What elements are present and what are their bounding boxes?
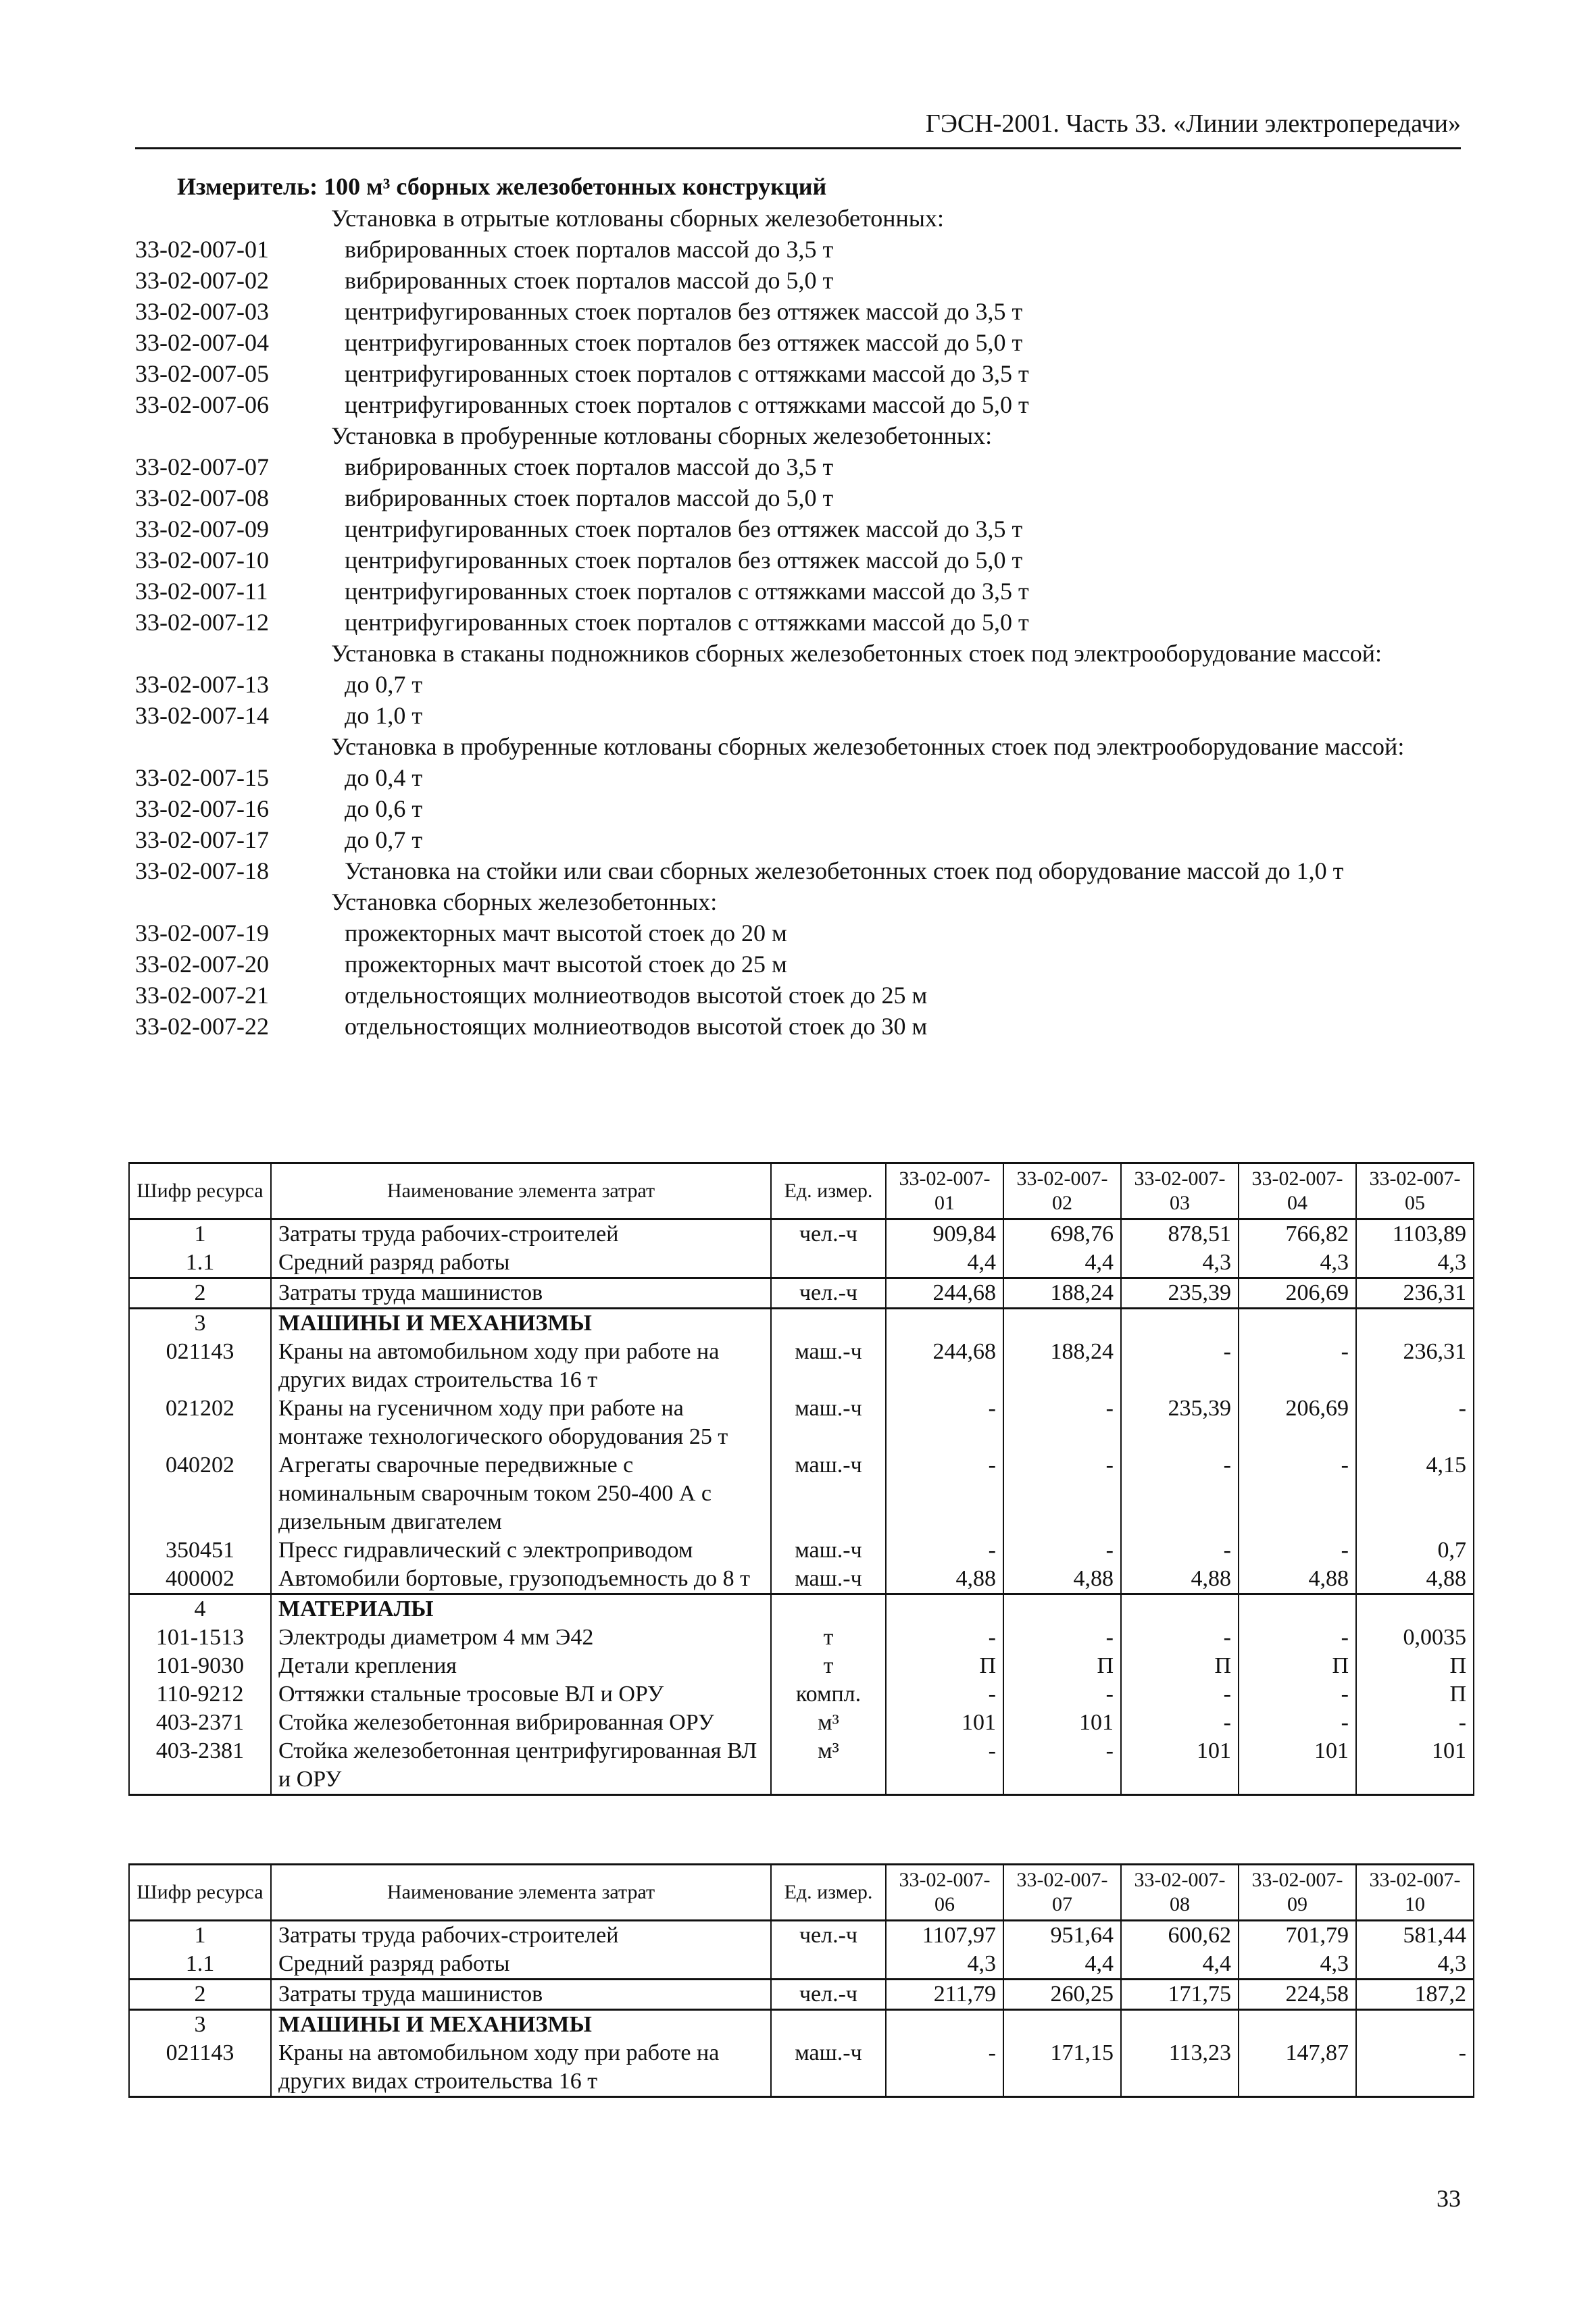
code-line <box>135 949 1480 980</box>
value-cell: - <box>1003 1451 1121 1536</box>
value-cell: 113,23 <box>1121 2039 1239 2097</box>
unit-cell <box>771 2010 886 2040</box>
code-line <box>135 482 1480 513</box>
unit-cell: т <box>771 1624 886 1652</box>
value-cell <box>1003 1594 1121 1624</box>
value-cell: П <box>1356 1680 1474 1709</box>
code-description: Установка сборных железобетонных: <box>331 888 718 915</box>
cost-element-cell: Агрегаты сварочные передвижные с номинальным сварочным током 250-400 А с дизельным двигателем <box>271 1451 771 1536</box>
code-number: 33-02-007-05 <box>135 360 269 387</box>
table-row <box>129 1249 1474 1278</box>
value-cell: 4,3 <box>1121 1249 1239 1278</box>
unit-cell: маш.-ч <box>771 1338 886 1394</box>
cost-element-cell: МАШИНЫ И МЕХАНИЗМЫ <box>271 1309 771 1338</box>
code-number: 33-02-007-16 <box>135 795 269 822</box>
unit-cell <box>771 1249 886 1278</box>
code-line <box>135 327 1480 358</box>
column-header: Шифр ресурса <box>129 1163 271 1219</box>
value-cell: 4,4 <box>886 1249 1003 1278</box>
resource-code-cell: 1.1 <box>129 1249 271 1278</box>
code-number <box>135 420 331 451</box>
value-cell: 235,39 <box>1121 1394 1239 1451</box>
table-row <box>129 1309 1474 1338</box>
code-number <box>135 731 331 762</box>
code-line <box>135 296 1480 327</box>
value-cell: П <box>1003 1652 1121 1680</box>
code-description: центрифугированных стоек порталов без оттяжек массой до 5,0 т <box>345 329 1023 356</box>
code-line <box>135 980 1480 1011</box>
value-cell: - <box>886 1394 1003 1451</box>
value-cell: 235,39 <box>1121 1278 1239 1309</box>
code-number: 33-02-007-01 <box>135 236 269 263</box>
column-header: 33-02-007-05 <box>1356 1163 1474 1219</box>
code-line <box>135 731 1480 762</box>
value-cell: - <box>886 1680 1003 1709</box>
value-cell <box>1003 2010 1121 2040</box>
value-cell: - <box>1239 1624 1356 1652</box>
value-cell: 600,62 <box>1121 1921 1239 1951</box>
unit-cell: маш.-ч <box>771 2039 886 2097</box>
code-description: центрифугированных стоек порталов с оттяжками массой до 5,0 т <box>345 609 1029 636</box>
value-cell: 909,84 <box>886 1219 1003 1249</box>
value-cell: 101 <box>1003 1709 1121 1737</box>
table-row <box>129 1709 1474 1737</box>
resource-code-cell: 110-9212 <box>129 1680 271 1709</box>
table-row <box>129 1737 1474 1795</box>
resource-code-cell: 4 <box>129 1594 271 1624</box>
code-number: 33-02-007-10 <box>135 547 269 574</box>
column-header: 33-02-007-09 <box>1239 1865 1356 1921</box>
value-cell: - <box>1121 1680 1239 1709</box>
code-line <box>135 669 1480 700</box>
value-cell: 766,82 <box>1239 1219 1356 1249</box>
code-number: 33-02-007-02 <box>135 267 269 294</box>
value-cell: - <box>1239 1680 1356 1709</box>
resource-code-cell: 101-9030 <box>129 1652 271 1680</box>
resource-code-cell: 1.1 <box>129 1950 271 1980</box>
value-cell: 4,3 <box>886 1950 1003 1980</box>
value-cell: - <box>886 1451 1003 1536</box>
unit-cell: компл. <box>771 1680 886 1709</box>
value-cell: 171,75 <box>1121 1980 1239 2010</box>
value-cell: - <box>1003 1536 1121 1565</box>
cost-element-cell: Средний разряд работы <box>271 1249 771 1278</box>
unit-cell: маш.-ч <box>771 1565 886 1594</box>
table-header-row <box>129 1163 1474 1219</box>
table-row <box>129 2010 1474 2040</box>
resource-code-cell: 1 <box>129 1921 271 1951</box>
value-cell: - <box>1239 1709 1356 1737</box>
running-header: ГЭСН-2001. Часть 33. «Линии электропередачи» <box>925 109 1461 138</box>
header-rule <box>135 147 1461 149</box>
code-line <box>135 607 1480 638</box>
column-header: 33-02-007-03 <box>1121 1163 1239 1219</box>
value-cell: 171,15 <box>1003 2039 1121 2097</box>
code-description: вибрированных стоек порталов массой до 5,0 т <box>345 484 834 511</box>
code-number: 33-02-007-21 <box>135 982 269 1009</box>
code-number: 33-02-007-20 <box>135 951 269 978</box>
code-line <box>135 420 1480 451</box>
value-cell: - <box>886 1536 1003 1565</box>
cost-element-cell: Пресс гидравлический с электроприводом <box>271 1536 771 1565</box>
column-header: 33-02-007-08 <box>1121 1865 1239 1921</box>
code-description: Установка в пробуренные котлованы сборных железобетонных стоек под электрооборудование массой: <box>331 733 1405 760</box>
cost-element-cell: Краны на автомобильном ходу при работе на других видах строительства 16 т <box>271 1338 771 1394</box>
value-cell: 244,68 <box>886 1338 1003 1394</box>
resource-code-cell: 2 <box>129 1980 271 2010</box>
unit-cell <box>771 1950 886 1980</box>
value-cell: 4,3 <box>1356 1249 1474 1278</box>
table-row <box>129 2039 1474 2097</box>
resource-code-cell: 350451 <box>129 1536 271 1565</box>
code-number: 33-02-007-15 <box>135 764 269 791</box>
code-description: Установка в отрытые котлованы сборных железобетонных: <box>331 205 944 232</box>
code-description: центрифугированных стоек порталов с оттяжками массой до 3,5 т <box>345 360 1029 387</box>
resource-code-cell: 040202 <box>129 1451 271 1536</box>
cost-element-cell: Затраты труда рабочих-строителей <box>271 1219 771 1249</box>
column-header: 33-02-007-06 <box>886 1865 1003 1921</box>
value-cell: 4,15 <box>1356 1451 1474 1536</box>
value-cell <box>886 1594 1003 1624</box>
value-cell: 188,24 <box>1003 1338 1121 1394</box>
value-cell: - <box>1121 1709 1239 1737</box>
value-cell: 4,3 <box>1239 1249 1356 1278</box>
code-number: 33-02-007-22 <box>135 1013 269 1040</box>
column-header: 33-02-007-02 <box>1003 1163 1121 1219</box>
code-number: 33-02-007-08 <box>135 484 269 511</box>
value-cell: - <box>1003 1624 1121 1652</box>
value-cell: 4,88 <box>1003 1565 1121 1594</box>
value-cell: - <box>886 2039 1003 2097</box>
column-header: Шифр ресурса <box>129 1865 271 1921</box>
value-cell: - <box>1121 1536 1239 1565</box>
unit-cell: м³ <box>771 1737 886 1795</box>
table-row <box>129 1536 1474 1565</box>
value-cell: - <box>1356 1709 1474 1737</box>
resource-code-cell: 1 <box>129 1219 271 1249</box>
value-cell: 4,3 <box>1239 1950 1356 1980</box>
value-cell: 4,88 <box>1356 1565 1474 1594</box>
unit-cell <box>771 1594 886 1624</box>
table-header-row <box>129 1865 1474 1921</box>
code-description: центрифугированных стоек порталов без оттяжек массой до 3,5 т <box>345 515 1023 543</box>
code-line <box>135 917 1480 949</box>
value-cell: - <box>1003 1394 1121 1451</box>
cost-element-cell: Автомобили бортовые, грузоподъемность до 8 т <box>271 1565 771 1594</box>
cost-element-cell: Затраты труда рабочих-строителей <box>271 1921 771 1951</box>
value-cell: - <box>1121 1451 1239 1536</box>
code-list <box>135 203 1480 1042</box>
code-number: 33-02-007-06 <box>135 391 269 418</box>
cost-element-cell: Краны на автомобильном ходу при работе на других видах строительства 16 т <box>271 2039 771 2097</box>
value-cell <box>1121 1309 1239 1338</box>
column-header: Наименование элемента затрат <box>271 1163 771 1219</box>
code-line <box>135 451 1480 482</box>
column-header: 33-02-007-10 <box>1356 1865 1474 1921</box>
value-cell: 206,69 <box>1239 1394 1356 1451</box>
measure-unit: Измеритель: 100 м³ сборных железобетонных конструкций <box>177 173 827 200</box>
code-description: Установка в стаканы подножников сборных железобетонных стоек под электрооборудование массой: <box>331 640 1382 667</box>
code-number: 33-02-007-09 <box>135 515 269 543</box>
code-number <box>135 638 331 669</box>
code-description: отдельностоящих молниеотводов высотой стоек до 30 м <box>345 1013 928 1040</box>
column-header: Наименование элемента затрат <box>271 1865 771 1921</box>
unit-cell: чел.-ч <box>771 1278 886 1309</box>
resource-code-cell: 3 <box>129 2010 271 2040</box>
code-line <box>135 203 1480 234</box>
code-line <box>135 576 1480 607</box>
value-cell <box>1356 1594 1474 1624</box>
table-row <box>129 1921 1474 1951</box>
code-description: центрифугированных стоек порталов с оттяжками массой до 5,0 т <box>345 391 1029 418</box>
code-line <box>135 513 1480 545</box>
value-cell: П <box>1239 1652 1356 1680</box>
table-row <box>129 1219 1474 1249</box>
code-description: центрифугированных стоек порталов без оттяжек массой до 5,0 т <box>345 547 1023 574</box>
unit-cell: маш.-ч <box>771 1394 886 1451</box>
value-cell: 4,4 <box>1003 1950 1121 1980</box>
code-description: вибрированных стоек порталов массой до 3,5 т <box>345 236 834 263</box>
column-header: 33-02-007-07 <box>1003 1865 1121 1921</box>
column-header: Ед. измер. <box>771 1865 886 1921</box>
value-cell <box>1121 1594 1239 1624</box>
value-cell <box>1356 1309 1474 1338</box>
resource-code-cell: 2 <box>129 1278 271 1309</box>
cost-element-cell: Затраты труда машинистов <box>271 1980 771 2010</box>
unit-cell: маш.-ч <box>771 1451 886 1536</box>
code-number: 33-02-007-07 <box>135 453 269 480</box>
unit-cell: т <box>771 1652 886 1680</box>
cost-element-cell: Краны на гусеничном ходу при работе на монтаже технологического оборудования 25 т <box>271 1394 771 1451</box>
table-row <box>129 1278 1474 1309</box>
value-cell: 224,58 <box>1239 1980 1356 2010</box>
code-number: 33-02-007-14 <box>135 702 269 729</box>
code-description: до 0,7 т <box>345 671 423 698</box>
unit-cell: м³ <box>771 1709 886 1737</box>
page-number: 33 <box>1437 2185 1461 2212</box>
value-cell: 101 <box>886 1709 1003 1737</box>
resource-code-cell: 403-2371 <box>129 1709 271 1737</box>
code-number: 33-02-007-11 <box>135 578 268 605</box>
code-line <box>135 762 1480 793</box>
code-line <box>135 824 1480 855</box>
resource-code-cell: 400002 <box>129 1565 271 1594</box>
value-cell: - <box>1003 1737 1121 1795</box>
column-header: 33-02-007-01 <box>886 1163 1003 1219</box>
cost-element-cell: МАТЕРИАЛЫ <box>271 1594 771 1624</box>
value-cell: - <box>1356 1394 1474 1451</box>
value-cell: 4,4 <box>1003 1249 1121 1278</box>
value-cell: 4,88 <box>1121 1565 1239 1594</box>
value-cell: - <box>1239 1536 1356 1565</box>
value-cell: 236,31 <box>1356 1278 1474 1309</box>
code-description: отдельностоящих молниеотводов высотой стоек до 25 м <box>345 982 928 1009</box>
code-number: 33-02-007-17 <box>135 826 269 853</box>
cost-element-cell: Затраты труда машинистов <box>271 1278 771 1309</box>
value-cell: 4,3 <box>1356 1950 1474 1980</box>
cost-element-cell: Средний разряд работы <box>271 1950 771 1980</box>
value-cell <box>886 1309 1003 1338</box>
code-number: 33-02-007-13 <box>135 671 269 698</box>
code-description: до 0,7 т <box>345 826 423 853</box>
value-cell: - <box>1121 1624 1239 1652</box>
resource-code-cell: 3 <box>129 1309 271 1338</box>
cost-element-cell: МАШИНЫ И МЕХАНИЗМЫ <box>271 2010 771 2040</box>
cost-element-cell: Оттяжки стальные тросовые ВЛ и ОРУ <box>271 1680 771 1709</box>
value-cell: - <box>1239 1338 1356 1394</box>
resource-code-cell: 021202 <box>129 1394 271 1451</box>
resource-table-2 <box>128 1863 1474 2098</box>
value-cell: - <box>1356 2039 1474 2097</box>
value-cell: 244,68 <box>886 1278 1003 1309</box>
unit-cell: маш.-ч <box>771 1536 886 1565</box>
value-cell: 701,79 <box>1239 1921 1356 1951</box>
code-line <box>135 545 1480 576</box>
code-number <box>135 886 331 917</box>
value-cell: 211,79 <box>886 1980 1003 2010</box>
value-cell: 1103,89 <box>1356 1219 1474 1249</box>
value-cell <box>1121 2010 1239 2040</box>
code-line <box>135 234 1480 265</box>
value-cell: - <box>1121 1338 1239 1394</box>
value-cell: 951,64 <box>1003 1921 1121 1951</box>
cost-element-cell: Стойка железобетонная вибрированная ОРУ <box>271 1709 771 1737</box>
code-line <box>135 855 1480 886</box>
unit-cell <box>771 1309 886 1338</box>
code-line <box>135 358 1480 389</box>
value-cell: - <box>1003 1680 1121 1709</box>
resource-code-cell: 021143 <box>129 2039 271 2097</box>
unit-cell: чел.-ч <box>771 1219 886 1249</box>
table-row <box>129 1680 1474 1709</box>
table-row <box>129 1594 1474 1624</box>
cost-element-cell: Стойка железобетонная центрифугированная ВЛ и ОРУ <box>271 1737 771 1795</box>
code-number: 33-02-007-19 <box>135 920 269 947</box>
code-number: 33-02-007-18 <box>135 857 269 884</box>
code-description: Установка на стойки или сваи сборных железобетонных стоек под оборудование массой до 1,0 т <box>345 857 1344 884</box>
code-description: прожекторных мачт высотой стоек до 25 м <box>345 951 787 978</box>
code-description: центрифугированных стоек порталов без оттяжек массой до 3,5 т <box>345 298 1023 325</box>
value-cell: 260,25 <box>1003 1980 1121 2010</box>
value-cell: - <box>886 1737 1003 1795</box>
resource-table-1 <box>128 1162 1474 1796</box>
value-cell: 101 <box>1239 1737 1356 1795</box>
value-cell: 0,7 <box>1356 1536 1474 1565</box>
code-number: 33-02-007-03 <box>135 298 269 325</box>
code-description: центрифугированных стоек порталов с оттяжками массой до 3,5 т <box>345 578 1029 605</box>
value-cell: П <box>1356 1652 1474 1680</box>
code-description: вибрированных стоек порталов массой до 3,5 т <box>345 453 834 480</box>
code-line <box>135 886 1480 917</box>
code-line <box>135 638 1480 669</box>
code-number <box>135 203 331 234</box>
value-cell: 206,69 <box>1239 1278 1356 1309</box>
value-cell: П <box>1121 1652 1239 1680</box>
table-row <box>129 1980 1474 2010</box>
column-header: 33-02-007-04 <box>1239 1163 1356 1219</box>
value-cell: 4,88 <box>886 1565 1003 1594</box>
value-cell: 4,88 <box>1239 1565 1356 1594</box>
value-cell: - <box>1239 1451 1356 1536</box>
code-description: вибрированных стоек порталов массой до 5,0 т <box>345 267 834 294</box>
value-cell: 581,44 <box>1356 1921 1474 1951</box>
value-cell: 1107,97 <box>886 1921 1003 1951</box>
cost-element-cell: Электроды диаметром 4 мм Э42 <box>271 1624 771 1652</box>
value-cell: П <box>886 1652 1003 1680</box>
table-row <box>129 1950 1474 1980</box>
resource-code-cell: 403-2381 <box>129 1737 271 1795</box>
table-row <box>129 1394 1474 1451</box>
table-row <box>129 1652 1474 1680</box>
value-cell <box>1239 2010 1356 2040</box>
unit-cell: чел.-ч <box>771 1921 886 1951</box>
value-cell: 147,87 <box>1239 2039 1356 2097</box>
code-description: Установка в пробуренные котлованы сборных железобетонных: <box>331 422 993 449</box>
table-row <box>129 1565 1474 1594</box>
code-line <box>135 265 1480 296</box>
code-line <box>135 1011 1480 1042</box>
resource-code-cell: 101-1513 <box>129 1624 271 1652</box>
table-row <box>129 1451 1474 1536</box>
code-description: прожекторных мачт высотой стоек до 20 м <box>345 920 787 947</box>
code-line <box>135 700 1480 731</box>
value-cell <box>1239 1594 1356 1624</box>
cost-element-cell: Детали крепления <box>271 1652 771 1680</box>
value-cell <box>1239 1309 1356 1338</box>
code-description: до 1,0 т <box>345 702 423 729</box>
value-cell <box>1003 1309 1121 1338</box>
value-cell: 4,4 <box>1121 1950 1239 1980</box>
code-number: 33-02-007-04 <box>135 329 269 356</box>
value-cell: 187,2 <box>1356 1980 1474 2010</box>
value-cell: 698,76 <box>1003 1219 1121 1249</box>
value-cell <box>1356 2010 1474 2040</box>
value-cell <box>886 2010 1003 2040</box>
code-number: 33-02-007-12 <box>135 609 269 636</box>
code-line <box>135 793 1480 824</box>
value-cell: 188,24 <box>1003 1278 1121 1309</box>
column-header: Ед. измер. <box>771 1163 886 1219</box>
code-line <box>135 389 1480 420</box>
value-cell: 101 <box>1356 1737 1474 1795</box>
table-row <box>129 1338 1474 1394</box>
resource-code-cell: 021143 <box>129 1338 271 1394</box>
code-description: до 0,6 т <box>345 795 423 822</box>
code-description: до 0,4 т <box>345 764 423 791</box>
value-cell: 0,0035 <box>1356 1624 1474 1652</box>
value-cell: 878,51 <box>1121 1219 1239 1249</box>
value-cell: 101 <box>1121 1737 1239 1795</box>
value-cell: - <box>886 1624 1003 1652</box>
unit-cell: чел.-ч <box>771 1980 886 2010</box>
table-row <box>129 1624 1474 1652</box>
value-cell: 236,31 <box>1356 1338 1474 1394</box>
